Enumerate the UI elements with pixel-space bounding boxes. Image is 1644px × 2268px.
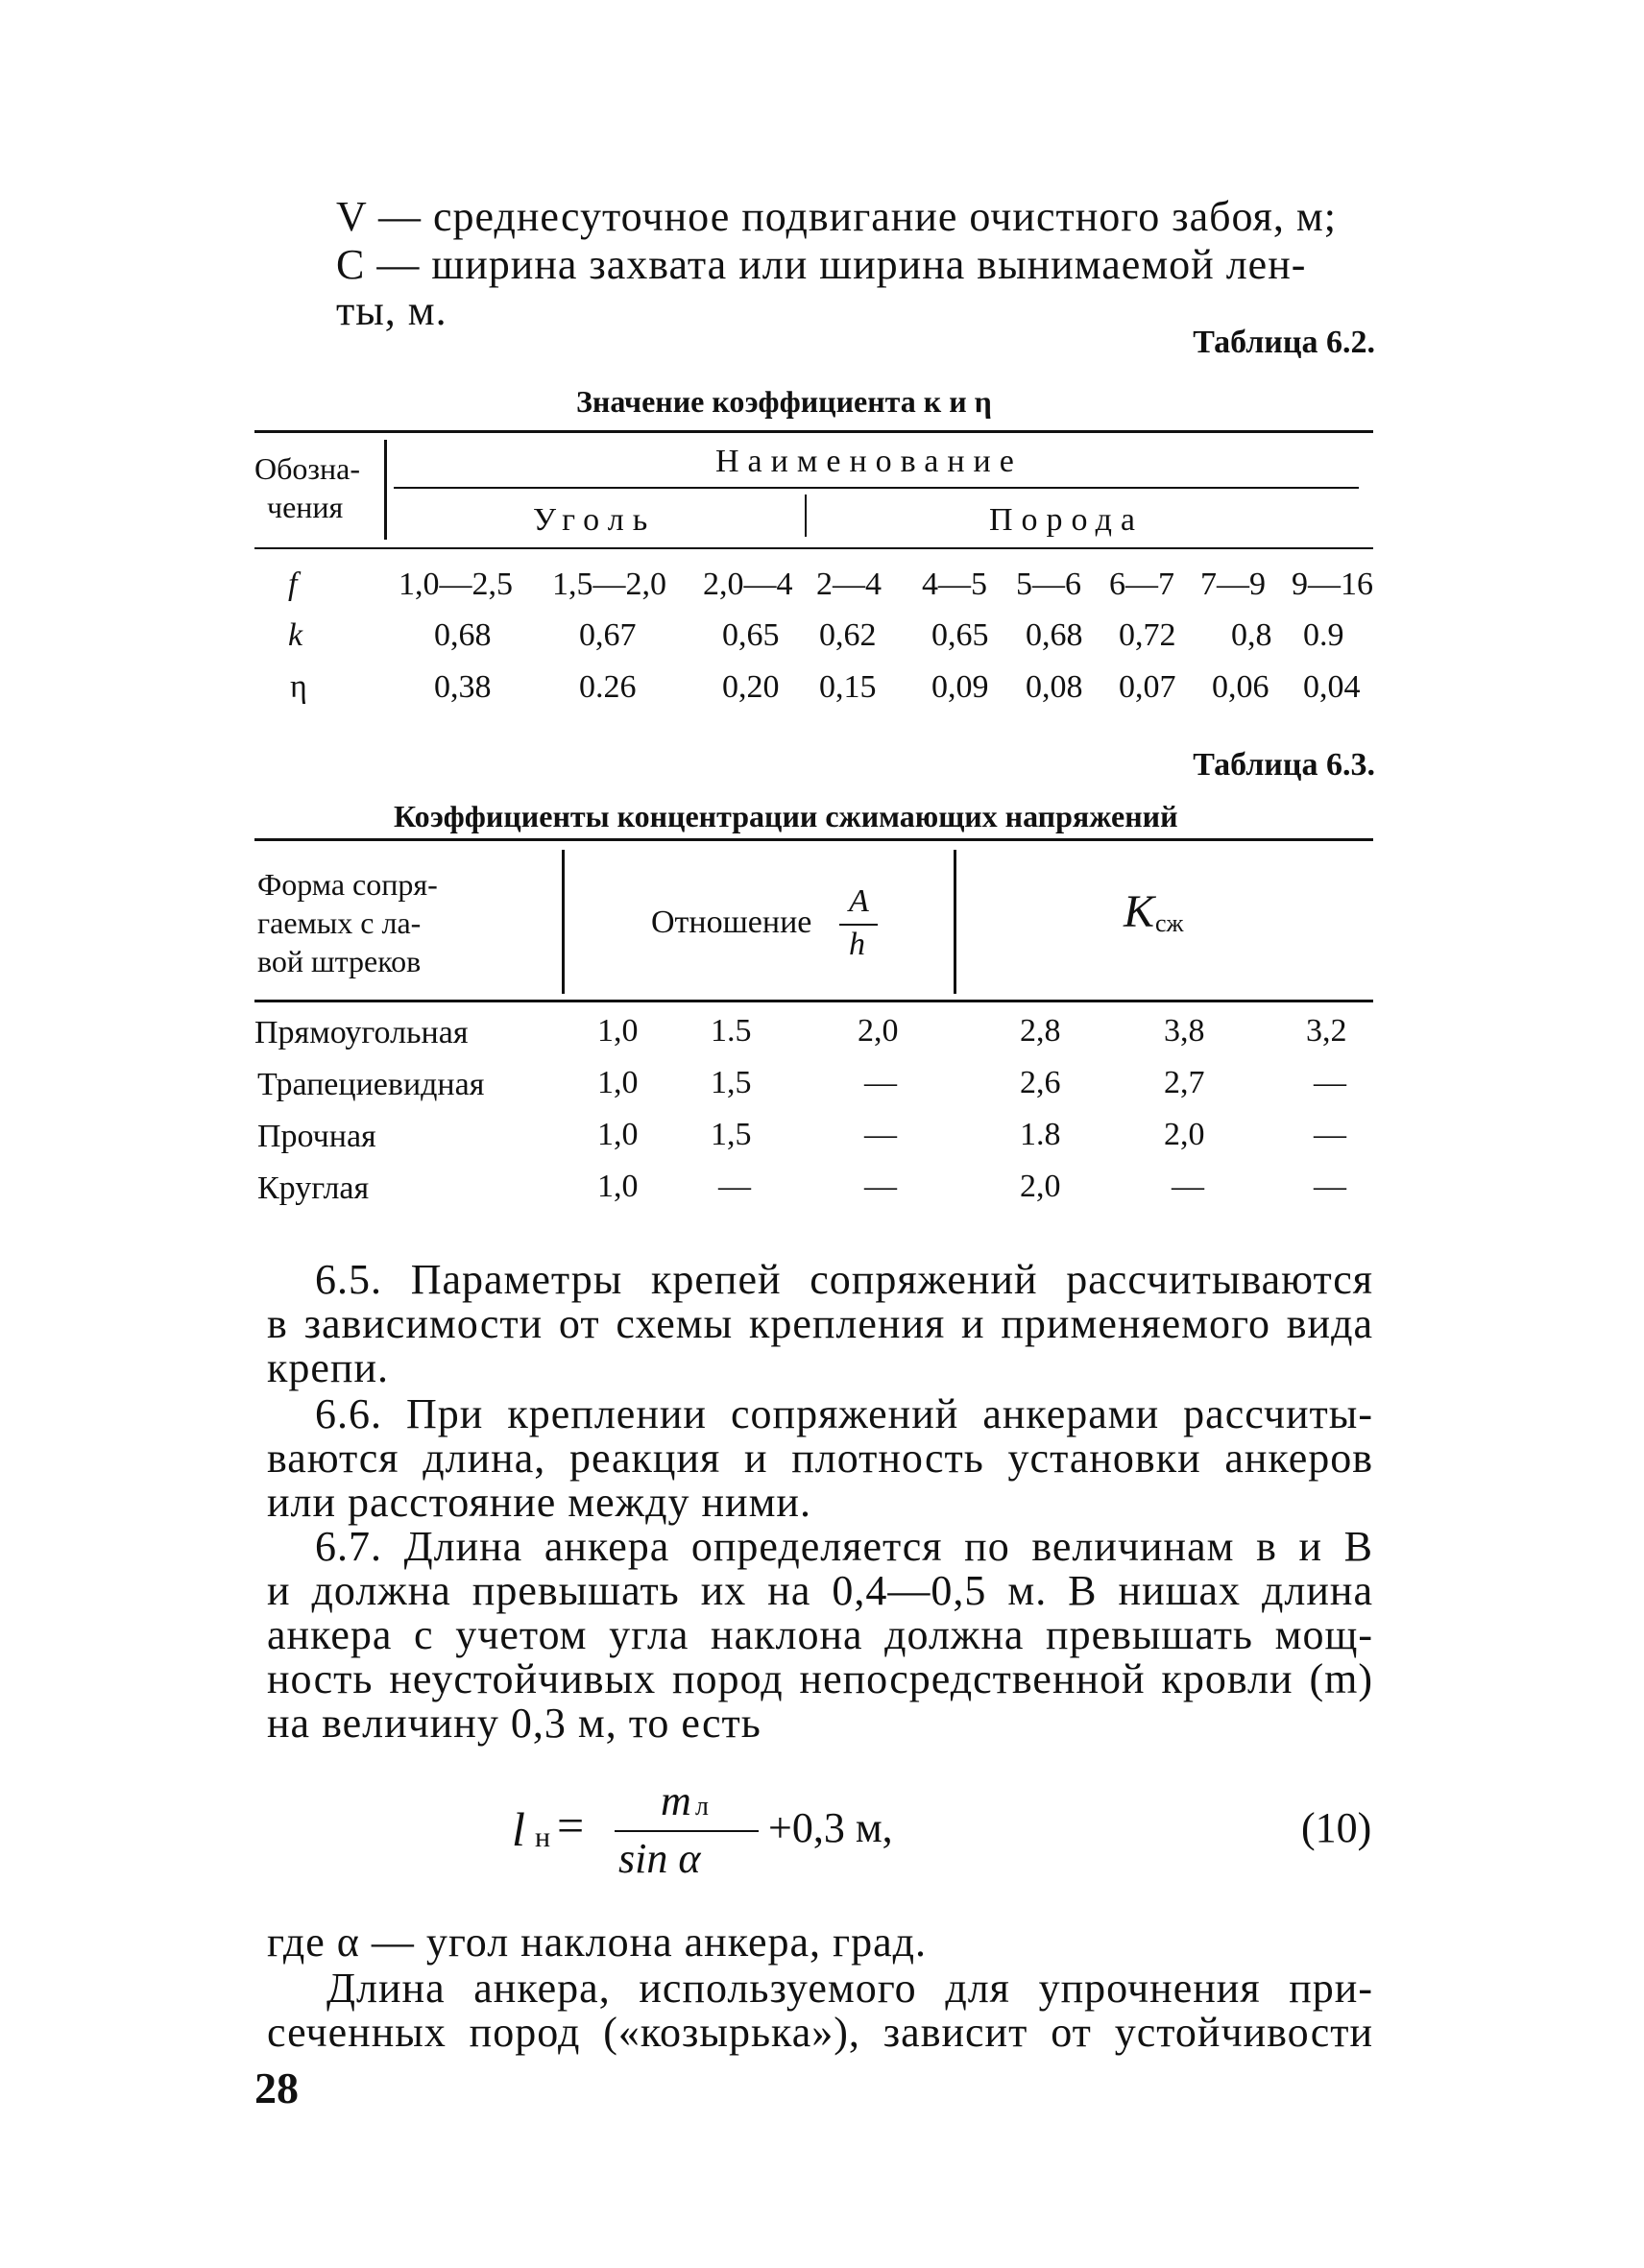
table62-group-rule: [394, 487, 1359, 489]
formula-numerator: m: [661, 1777, 691, 1824]
table62-cell: 0,68: [434, 617, 492, 653]
table62-cell: 9—16: [1292, 567, 1373, 602]
table62-cell: 0,09: [931, 669, 989, 705]
table62-designation-header: Обозна-: [254, 451, 361, 486]
table62-cell: 0,04: [1303, 669, 1361, 705]
table63-cell: —: [1172, 1169, 1204, 1204]
paragraph-6-7-line-5: на величину 0,3 м, то есть: [267, 1700, 762, 1747]
table63-label: Таблица 6.3.: [1193, 747, 1375, 783]
paragraph-6-7-line-2: и должна превышать их на 0,4—0,5 м. В нишах длина: [267, 1567, 1373, 1614]
formula-denominator: sin α: [618, 1835, 701, 1882]
table63-top-rule: [254, 838, 1373, 841]
table62-cell: 0,08: [1026, 669, 1083, 705]
table63-cell: —: [864, 1065, 897, 1100]
table63-shape-header-cont2: вой штреков: [257, 944, 422, 978]
table63-cell: 1,0: [597, 1117, 639, 1152]
table63-row-name: Прочная: [257, 1119, 376, 1154]
table63-ratio-fraction-bar: [839, 924, 878, 926]
paragraph-6-7-line-4: ность неустойчивых пород непосредственной кровли (m): [267, 1655, 1373, 1702]
table63-cell: 1,5: [711, 1117, 752, 1152]
table62-cell: 0,65: [722, 617, 780, 653]
table63-ratio-numerator: A: [849, 883, 869, 919]
table63-row-name: Круглая: [257, 1170, 370, 1206]
paragraph-6-6-line-2: ваются длина, реакция и плотность установки анкеров: [267, 1435, 1373, 1482]
paragraph-6-6-line-3: или расстояние между ними.: [267, 1479, 811, 1526]
table62-cell: 0,72: [1119, 617, 1176, 653]
page-number: 28: [254, 2063, 299, 2112]
paragraph-6-7-line-3: анкера с учетом угла наклона должна превышать мощ-: [267, 1611, 1373, 1658]
table62-cell: 0,38: [434, 669, 492, 705]
formula-rest: +0,3 м,: [768, 1804, 893, 1851]
formula-fraction-bar: [615, 1830, 759, 1832]
table63-cell: —: [1314, 1169, 1346, 1204]
table63-cell: 3,8: [1164, 1013, 1205, 1049]
table62-row-eta-label: η: [290, 669, 307, 705]
table63-cell: 2,8: [1020, 1013, 1061, 1049]
table63-cell: 2,7: [1164, 1065, 1205, 1100]
table63-cell: 3,2: [1306, 1013, 1347, 1049]
definition-v: V — среднесуточное подвигание очистного забоя, м;: [336, 193, 1337, 240]
table63-ratio-denominator: h: [849, 927, 865, 962]
table62-row-f-label: f: [288, 567, 298, 602]
table63-cell: —: [718, 1169, 751, 1204]
table63-row-name: Прямоугольная: [254, 1015, 469, 1050]
paragraph-6-5-line-3: крепи.: [267, 1344, 389, 1391]
table63-cell: —: [1314, 1117, 1346, 1152]
table62-cell: 0.9: [1303, 617, 1344, 653]
table62-cell: 0,06: [1212, 669, 1269, 705]
table62-cell: 0,68: [1026, 617, 1083, 653]
table62-row-k-label: k: [288, 617, 303, 653]
table63-cell: 2,0: [1020, 1169, 1061, 1204]
table62-cell: 4—5: [922, 567, 987, 602]
formula-lhs-subscript: н: [535, 1822, 551, 1853]
table62-cell: 0,07: [1119, 669, 1176, 705]
table63-title: Коэффициенты концентрации сжимающих напряжений: [394, 799, 1178, 833]
formula-lhs: l: [512, 1802, 525, 1856]
table63-cell: 2,0: [1164, 1117, 1205, 1152]
table63-cell: —: [864, 1117, 897, 1152]
table63-cell: 1,0: [597, 1169, 639, 1204]
table63-row-name: Трапециевидная: [257, 1067, 485, 1102]
table62-cell: 0.26: [579, 669, 637, 705]
formula-numerator-subscript: л: [695, 1792, 709, 1822]
table63-cell: 2,6: [1020, 1065, 1061, 1100]
where-alpha-line: где α — угол наклона анкера, град.: [267, 1918, 928, 1966]
definition-c: C — ширина захвата или ширина вынимаемой лен-: [336, 241, 1307, 288]
table62-group-header: Наименование: [715, 444, 1023, 479]
table62-cell: 0,67: [579, 617, 637, 653]
table63-cell: 1.8: [1020, 1117, 1061, 1152]
table62-cell: 6—7: [1109, 567, 1174, 602]
formula-equals: =: [557, 1798, 585, 1852]
table62-cell: 2,0—4: [703, 567, 793, 602]
table62-coal-header: Уголь: [533, 502, 657, 538]
table62-top-rule: [254, 430, 1373, 433]
paragraph-6-5-line-2: в зависимости от схемы крепления и применяемого вида: [267, 1300, 1373, 1347]
table62-cell: 1,0—2,5: [399, 567, 513, 602]
definition-c-cont: ты, м.: [336, 287, 447, 334]
paragraph-6-6-line-1: 6.6. При креплении сопряжений анкерами рассчиты-: [315, 1390, 1373, 1437]
table63-cell: —: [1314, 1065, 1346, 1100]
table62-cell: 7—9: [1200, 567, 1266, 602]
table62-title: Значение коэффициента к и η: [576, 384, 992, 419]
table63-divider-1: [562, 850, 565, 994]
table62-cell: 0,8: [1231, 617, 1272, 653]
table63-cell: 1.5: [711, 1013, 752, 1049]
paragraph-6-7-line-1: 6.7. Длина анкера определяется по величинам в и B: [315, 1523, 1373, 1570]
table63-shape-header-cont: гаемых с ла-: [257, 905, 422, 940]
table62-cell: 5—6: [1016, 567, 1081, 602]
table62-header-divider: [384, 440, 387, 540]
table62-cell: 0,65: [931, 617, 989, 653]
table62-cell: 2—4: [816, 567, 882, 602]
table63-cell: 1,0: [597, 1065, 639, 1100]
closing-paragraph-line-2: сеченных пород («козырька»), зависит от устойчивости: [267, 2009, 1373, 2056]
table62-cell: 1,5—2,0: [552, 567, 666, 602]
formula-number: (10): [1301, 1804, 1372, 1851]
table63-k-header: K: [1124, 886, 1155, 937]
table62-sub-divider: [805, 495, 807, 537]
table63-shape-header: Форма сопря-: [257, 867, 438, 902]
table63-cell: 1,5: [711, 1065, 752, 1100]
table62-header-bottom-rule: [254, 547, 1373, 549]
paragraph-6-5-line-1: 6.5. Параметры крепей сопряжений рассчитываются: [315, 1256, 1373, 1303]
table62-label: Таблица 6.2.: [1193, 325, 1375, 360]
table62-designation-header-cont: чения: [267, 490, 344, 524]
table63-cell: —: [864, 1169, 897, 1204]
table63-cell: 2,0: [858, 1013, 899, 1049]
closing-paragraph-line-1: Длина анкера, используемого для упрочнения при-: [326, 1965, 1373, 2012]
table62-cell: 0,62: [819, 617, 877, 653]
table62-rock-header: Порода: [989, 502, 1144, 538]
table63-cell: 1,0: [597, 1013, 639, 1049]
table63-divider-2: [954, 850, 956, 994]
table63-header-bottom-rule: [254, 1000, 1373, 1002]
table63-k-subscript: сж: [1155, 909, 1184, 937]
table63-ratio-header: Отношение: [651, 905, 812, 940]
table62-cell: 0,15: [819, 669, 877, 705]
table62-cell: 0,20: [722, 669, 780, 705]
